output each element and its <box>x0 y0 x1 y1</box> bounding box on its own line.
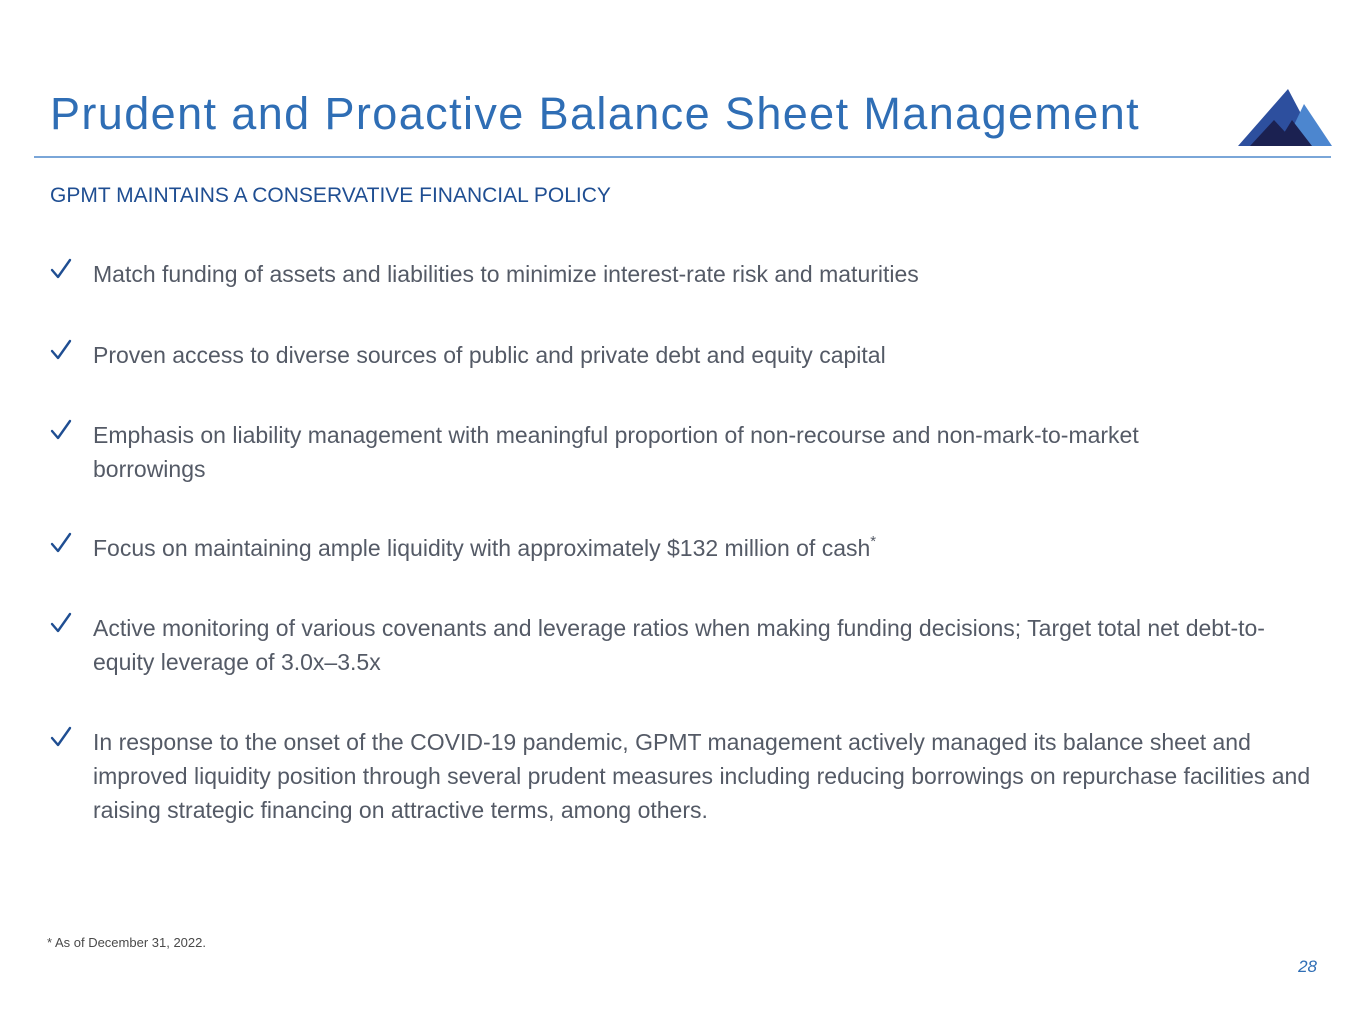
title-divider <box>34 156 1331 158</box>
bullet-item <box>50 531 1322 565</box>
checkmark-icon <box>50 725 72 749</box>
bullet-text: Focus on maintaining ample liquidity with approximately $132 million of cash* <box>93 533 877 561</box>
bullet-text: Active monitoring of various covenants and leverage ratios when making funding decisions; Target total net debt-to-equity leverage of 3.0x–3.5x <box>93 615 1265 675</box>
slide-title: Prudent and Proactive Balance Sheet Management <box>50 88 1141 139</box>
mountain-logo-icon <box>1236 86 1332 148</box>
checkmark-icon <box>50 257 72 281</box>
page-number: 28 <box>1298 957 1317 976</box>
section-subtitle: GPMT MAINTAINS A CONSERVATIVE FINANCIAL POLICY <box>50 184 611 207</box>
bullet-text: Emphasis on liability management with meaningful proportion of non-recourse and non-mark-to-market borrowings <box>93 422 1139 482</box>
checkmark-icon <box>50 531 72 555</box>
checkmark-icon <box>50 418 72 442</box>
bullet-text: In response to the onset of the COVID-19 pandemic, GPMT management actively managed its balance sheet and improved liquidity position through several prudent measures including reducing borrowings on repurchase facilities and raising strategic financing on attractive terms, among others. <box>93 729 1311 823</box>
bullet-item <box>50 257 1322 291</box>
checkmark-icon <box>50 338 72 362</box>
bullet-item <box>50 418 1210 486</box>
footnote: * As of December 31, 2022. <box>47 935 206 950</box>
bullet-item <box>50 611 1280 679</box>
bullet-item <box>50 725 1322 827</box>
bullet-item <box>50 338 1322 372</box>
bullet-text: Proven access to diverse sources of public and private debt and equity capital <box>93 342 886 368</box>
bullet-text: Match funding of assets and liabilities to minimize interest-rate risk and maturities <box>93 261 919 287</box>
checkmark-icon <box>50 611 72 635</box>
